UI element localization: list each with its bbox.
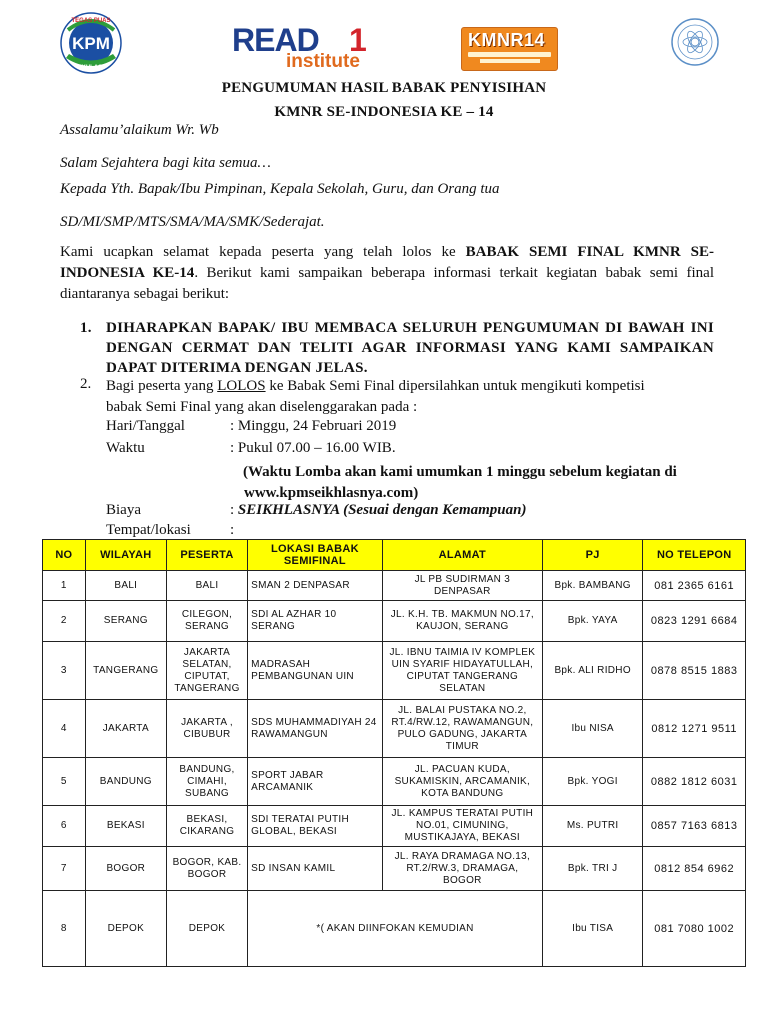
cell-peserta: JAKARTA , CIBUBUR	[166, 700, 247, 758]
kmnr14-logo-subbar	[480, 59, 540, 63]
tempat-label: Tempat/lokasi	[106, 522, 191, 538]
cell-no: 8	[43, 891, 86, 967]
cell-wilayah: JAKARTA	[85, 700, 166, 758]
header-wilayah: WILAYAH	[85, 540, 166, 571]
cell-peserta: BEKASI, CIKARANG	[166, 806, 247, 847]
greeting-jenjang: SD/MI/SMP/MTS/SMA/MA/SMK/Sederajat.	[60, 214, 325, 230]
table-row	[43, 571, 746, 601]
cell-telepon: 0882 1812 6031	[643, 758, 746, 806]
cell-alamat: JL. IBNU TAIMIA IV KOMPLEK UIN SYARIF HIDAYATULLAH, CIPUTAT TANGERANG SELATAN	[382, 642, 542, 700]
header-no: NO	[43, 540, 86, 571]
cell-alamat: JL PB SUDIRMAN 3 DENPASAR	[382, 571, 542, 601]
waktu-note	[243, 462, 715, 504]
cell-lokasi: SDI TERATAI PUTIH GLOBAL, BEKASI	[248, 806, 383, 847]
cell-no: 6	[43, 806, 86, 847]
cell-lokasi: SMAN 2 DENPASAR	[248, 571, 383, 601]
cell-telepon: 0823 1291 6684	[643, 601, 746, 642]
cell-telepon: 0878 8515 1883	[643, 642, 746, 700]
kpm-logo-bottom-text: IKHLAS	[79, 65, 103, 71]
cell-lokasi: SPORT JABAR ARCAMANIK	[248, 758, 383, 806]
cell-no: 3	[43, 642, 86, 700]
announcement-subtitle: KMNR SE-INDONESIA KE – 14	[274, 104, 494, 120]
cell-pj: Bpk. YAYA	[542, 601, 642, 642]
cell-pj: Ibu TISA	[542, 891, 642, 967]
list-item-2-line2: babak Semi Final yang akan diselenggarakan pada :	[106, 399, 418, 415]
seal-logo	[670, 17, 720, 67]
list-item-2-line1	[106, 376, 716, 396]
cell-no: 2	[43, 601, 86, 642]
table-row	[43, 847, 746, 891]
table-header-row	[43, 540, 746, 571]
tempat-value: :	[230, 522, 235, 538]
header-telepon: NO TELEPON	[643, 540, 746, 571]
cell-alamat: JL. KAMPUS TERATAI PUTIH NO.01, CIMUNING, MUSTIKAJAYA, BEKASI	[382, 806, 542, 847]
cell-peserta: JAKARTA SELATAN, CIPUTAT, TANGERANG	[166, 642, 247, 700]
kpm-logo-text: KPM	[72, 34, 110, 53]
tanggal-value: : Minggu, 24 Februari 2019	[230, 418, 397, 434]
cell-alamat: JL. BALAI PUSTAKA NO.2, RT.4/RW.12, RAWAMANGUN, PULO GADUNG, JAKARTA TIMUR	[382, 700, 542, 758]
cell-pj: Bpk. YOGI	[542, 758, 642, 806]
header-peserta: PESERTA	[166, 540, 247, 571]
table-row	[43, 601, 746, 642]
cell-pj: Bpk. TRI J	[542, 847, 642, 891]
cell-peserta: CILEGON, SERANG	[166, 601, 247, 642]
cell-lokasi: MADRASAH PEMBANGUNAN UIN	[248, 642, 383, 700]
list-item-2-text-a: Bagi peserta yang	[106, 378, 218, 394]
cell-wilayah: BALI	[85, 571, 166, 601]
list-item-1-number: 1.	[80, 320, 92, 336]
cell-telepon: 0812 1271 9511	[643, 700, 746, 758]
cell-pj: Bpk. BAMBANG	[542, 571, 642, 601]
cell-wilayah: BEKASI	[85, 806, 166, 847]
list-item-2-number: 2.	[80, 376, 92, 392]
cell-alamat: JL. PACUAN KUDA, SUKAMISKIN, ARCAMANIK, KOTA BANDUNG	[382, 758, 542, 806]
cell-telepon: 081 2365 6161	[643, 571, 746, 601]
table-row	[43, 758, 746, 806]
cell-peserta: BANDUNG, CIMAHI, SUBANG	[166, 758, 247, 806]
list-item-1	[80, 318, 714, 378]
cell-peserta: BOGOR, KAB. BOGOR	[166, 847, 247, 891]
cell-pj: Bpk. ALI RIDHO	[542, 642, 642, 700]
cell-telepon: 081 7080 1002	[643, 891, 746, 967]
header-pj: PJ	[542, 540, 642, 571]
read1-logo-number: 1	[349, 22, 367, 58]
cell-no: 5	[43, 758, 86, 806]
cell-lokasi-alamat: *( AKAN DIINFOKAN KEMUDIAN	[248, 891, 543, 967]
kpm-logo	[60, 12, 122, 74]
biaya-value-wrap	[230, 502, 526, 519]
cell-peserta: DEPOK	[166, 891, 247, 967]
cell-lokasi: SDI AL AZHAR 10 SERANG	[248, 601, 383, 642]
cell-pj: Ms. PUTRI	[542, 806, 642, 847]
biaya-colon: :	[230, 502, 238, 518]
cell-no: 4	[43, 700, 86, 758]
table-row	[43, 891, 746, 967]
header-lokasi: LOKASI BABAK SEMIFINAL	[248, 540, 383, 571]
kmnr14-logo-title: KMNR14	[468, 30, 546, 50]
cell-lokasi: SD INSAN KAMIL	[248, 847, 383, 891]
biaya-label: Biaya	[106, 502, 141, 518]
read1-institute-logo	[232, 22, 392, 72]
cell-alamat: JL. RAYA DRAMAGA NO.13, RT.2/RW.3, DRAMAGA, BOGOR	[382, 847, 542, 891]
waktu-note-line2: www.kpmseikhlasnya.com)	[244, 485, 419, 501]
announcement-title: PENGUMUMAN HASIL BABAK PENYISIHAN	[221, 80, 547, 96]
greeting-kepada: Kepada Yth. Bapak/Ibu Pimpinan, Kepala Sekolah, Guru, dan Orang tua	[60, 181, 500, 197]
tanggal-label: Hari/Tanggal	[106, 418, 185, 434]
kmnr14-logo-bar	[468, 52, 551, 57]
cell-alamat: JL. K.H. TB. MAKMUN NO.17, KAUJON, SERANG	[382, 601, 542, 642]
intro-text-bold: BABAK SEMI FINAL KMNR SE-INDONESIA KE-14	[60, 244, 714, 281]
waktu-label: Waktu	[106, 440, 145, 456]
cell-telepon: 0857 7163 6813	[643, 806, 746, 847]
kmnr14-logo	[461, 27, 558, 71]
biaya-value: SEIKHLASNYA (Sesuai dengan Kemampuan)	[237, 502, 527, 518]
read1-logo-sub: institute	[286, 51, 360, 72]
cell-lokasi: SDS MUHAMMADIYAH 24 RAWAMANGUN	[248, 700, 383, 758]
cell-pj: Ibu NISA	[542, 700, 642, 758]
intro-text-part2: . Berikut kami sampaikan beberapa informasi terkait kegiatan babak semi final diantaranya sebagai berikut:	[60, 265, 715, 302]
list-item-1-text: DIHARAPKAN BAPAK/ IBU MEMBACA SELURUH PENGUMUMAN DI BAWAH INI DENGAN CERMAT DAN TELITI AGAR INFORMASI YANG KAMI SAMPAIKAN DAPAT DITERIMA DENGAN JELAS.	[106, 320, 714, 376]
cell-peserta: BALI	[166, 571, 247, 601]
greeting-salam-sejahtera: Salam Sejahtera bagi kita semua…	[60, 155, 271, 171]
table-row	[43, 700, 746, 758]
waktu-note-line1: (Waktu Lomba akan kami umumkan 1 minggu sebelum kegiatan di	[243, 464, 677, 480]
cell-wilayah: DEPOK	[85, 891, 166, 967]
table-row	[43, 806, 746, 847]
table-row	[43, 642, 746, 700]
waktu-value: : Pukul 07.00 – 16.00 WIB.	[230, 440, 396, 456]
cell-telepon: 0812 854 6962	[643, 847, 746, 891]
intro-paragraph	[60, 242, 714, 305]
read1-logo-word: READ	[232, 22, 319, 58]
cell-wilayah: BANDUNG	[85, 758, 166, 806]
cell-no: 1	[43, 571, 86, 601]
cell-wilayah: SERANG	[85, 601, 166, 642]
greeting-salam: Assalamu’alaikum Wr. Wb	[60, 122, 219, 138]
semifinal-location-table	[42, 539, 746, 967]
list-item-2-lolos: LOLOS	[217, 378, 266, 394]
cell-wilayah: BOGOR	[85, 847, 166, 891]
kpm-logo-top-text: TEGAS PUAS	[71, 18, 111, 24]
cell-wilayah: TANGERANG	[85, 642, 166, 700]
list-item-2-text-b: ke Babak Semi Final dipersilahkan untuk mengikuti kompetisi	[265, 378, 645, 394]
intro-text-part1: Kami ucapkan selamat kepada peserta yang telah lolos ke	[60, 244, 466, 260]
header-alamat: ALAMAT	[382, 540, 542, 571]
cell-no: 7	[43, 847, 86, 891]
